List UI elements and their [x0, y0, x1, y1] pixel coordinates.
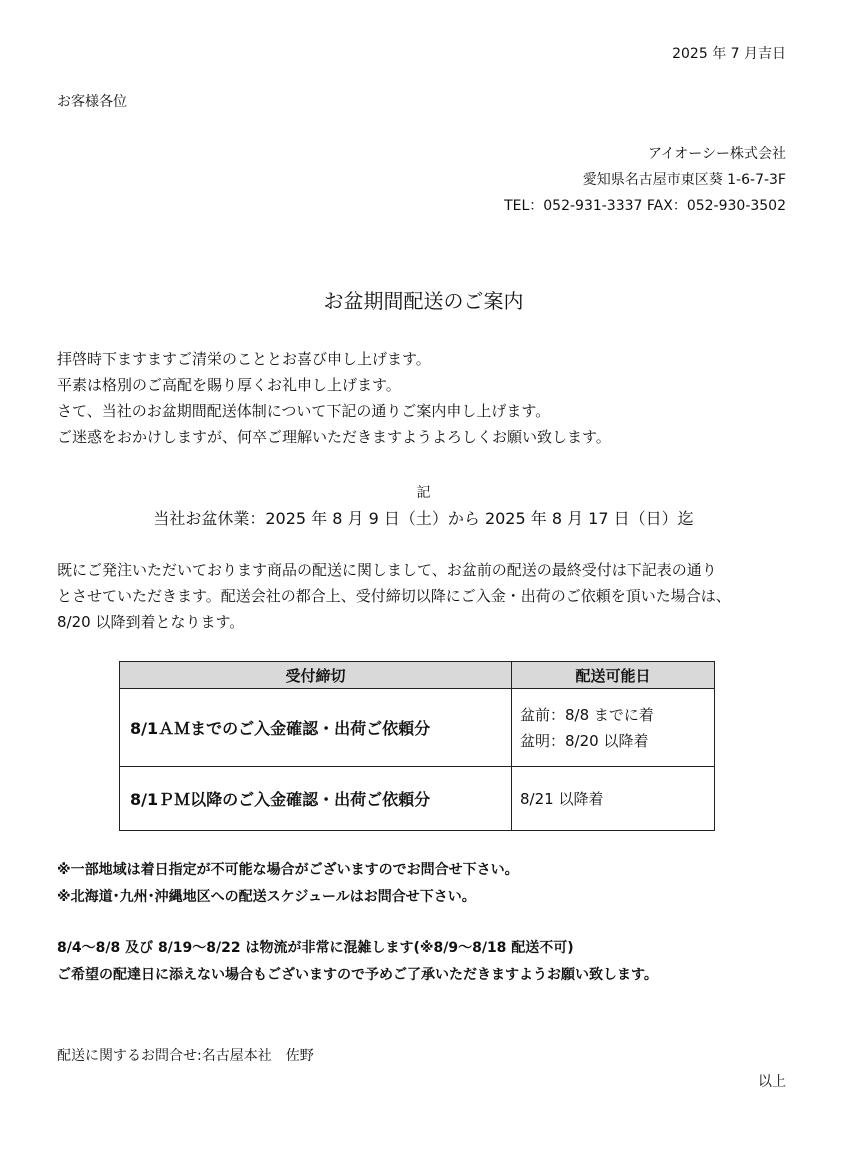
body-line: 8/20 以降到着となります。 [57, 613, 245, 631]
ki-marker: 記 [416, 485, 431, 501]
row-dates [512, 767, 715, 831]
page-title: お盆期間配送のご案内 [323, 289, 524, 313]
warning-line: 8/4～8/8 及び 8/19～8/22 は物流が非常に混雑します(※8/9～8/18 配送不可) [57, 940, 574, 956]
greeting-paragraph [57, 346, 611, 450]
body-paragraph [57, 557, 731, 635]
sender-contact: TEL：052-931-3337 FAX：052-930-3502 [504, 198, 786, 214]
closing-mark: 以上 [758, 1074, 786, 1090]
recipient: お客様各位 [57, 94, 127, 110]
greeting-line: 拝啓時下ますますご清栄のこととお喜び申し上げます。 [57, 350, 431, 368]
row-condition: 8/1ＰＭ以降のご入金確認・出荷ご依頼分 [120, 767, 512, 831]
note-line: ※北海道･九州･沖縄地区への配送スケジュールはお問合せ下さい。 [57, 889, 476, 905]
congestion-warning [57, 935, 658, 989]
note-line: ※一部地域は着日指定が不可能な場合がございますのでお問合せ下さい。 [57, 862, 519, 878]
row-condition: 8/1ＡＭまでのご入金確認・出荷ご依頼分 [120, 689, 512, 767]
inquiry-contact: 配送に関するお問合せ:名古屋本社 佐野 [57, 1048, 314, 1064]
notes [57, 857, 519, 911]
table-row [120, 767, 715, 831]
greeting-line: 平素は格別のご高配を賜り厚くお礼申し上げます。 [57, 376, 401, 394]
schedule-table [119, 661, 715, 831]
warning-line: ご希望の配達日に添えない場合もございますので予めご了承いただきますようお願い致します。 [57, 967, 658, 983]
body-line: 既にご発注いただいております商品の配送に関しまして、お盆前の配送の最終受付は下記表の通り [57, 561, 717, 579]
row-date-line: 盆前：8/8 までに着 [520, 705, 654, 724]
table-row [120, 689, 715, 767]
table-header-row [120, 662, 715, 689]
sender-address: 愛知県名古屋市東区葵 1-6-7-3F [582, 172, 786, 188]
sender-company: アイオーシー株式会社 [647, 146, 786, 162]
greeting-line: ご迷惑をおかけしますが、何卒ご理解いただきますようよろしくお願い致します。 [57, 428, 611, 446]
letter-date: 2025 年 7 月吉日 [672, 46, 786, 62]
header-delivery-date: 配送可能日 [512, 662, 715, 689]
row-dates [512, 689, 715, 767]
row-date-line: 8/21 以降着 [520, 789, 604, 808]
row-date-line: 盆明：8/20 以降着 [520, 731, 649, 750]
greeting-line: さて、当社のお盆期間配送体制について下記の通りご案内申し上げます。 [57, 402, 551, 420]
header-deadline: 受付締切 [120, 662, 512, 689]
holiday-period: 当社お盆休業：2025 年 8 月 9 日（土）から 2025 年 8 月 17 日（日）迄 [153, 509, 694, 528]
body-line: とさせていただきます。配送会社の都合上、受付締切以降にご入金・出荷のご依頼を頂いた場合は、 [57, 587, 731, 605]
